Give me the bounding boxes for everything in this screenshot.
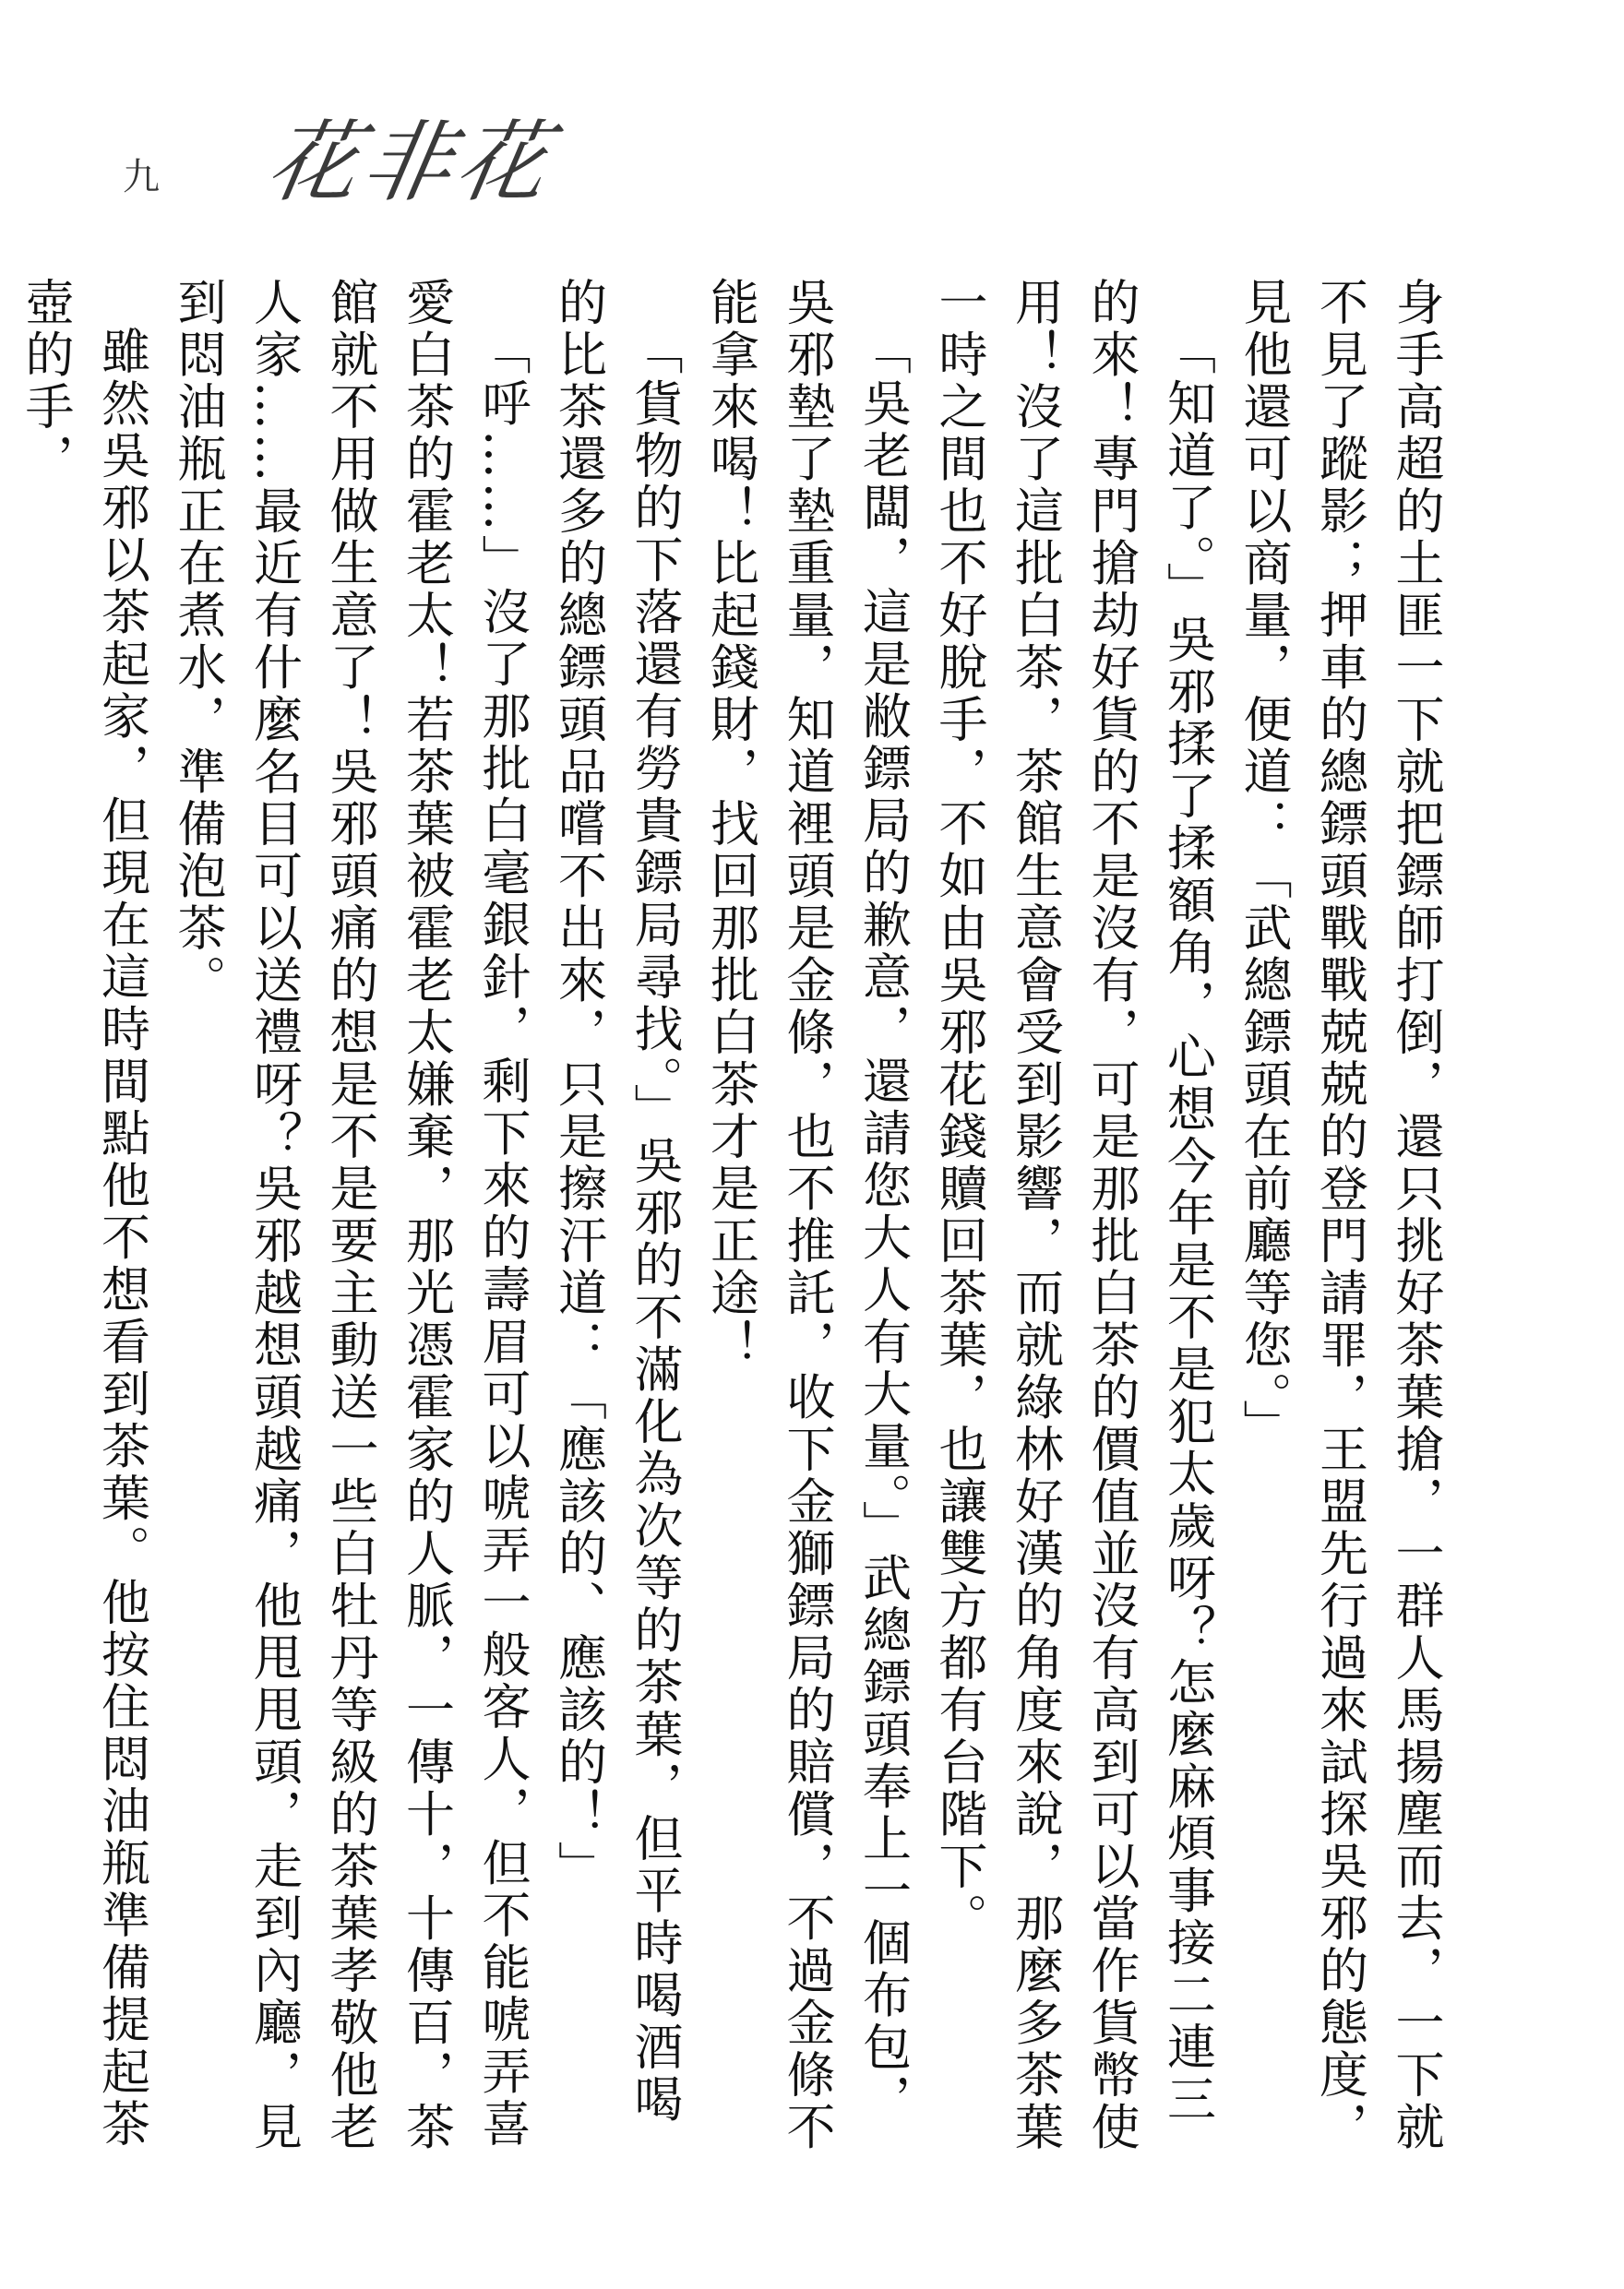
paragraph: 「知道了。」吳邪揉了揉額角，心想今年是不是犯太歲呀？怎麼麻煩事接二連三的來！專門搶劫好貨的不是沒有，可是那批白茶的價值並沒有高到可以當作貨幣使用！沒了這批白茶，茶館生意會受到影響，而就綠林好漢的角度來說，那麼多茶葉一時之間也不好脫手，不如由吳邪花錢贖回茶葉，也讓雙方都有台階下。	[931, 277, 1216, 2153]
page-number: 九	[123, 156, 160, 198]
paragraph: 「吳老闆，這是敝鏢局的歉意，還請您大人有大量。」武總鏢頭奉上一個布包，吳邪墊了墊重量，知道裡頭是金條，也不推託，收下金獅鏢局的賠償，不過金條不能拿來喝！比起錢財，找回那批白茶才是正途！	[702, 277, 912, 2153]
book-title-logo: 花非花	[260, 111, 561, 214]
paragraph-continuation: 身手高超的土匪一下就把鏢師打倒，還只挑好茶葉搶，一群人馬揚塵而去，一下就不見了蹤影；押車的總鏢頭戰戰兢兢的登門請罪，王盟先行過來試探吳邪的態度，見他還可以商量，便道：「武總鏢頭在前廳等您。」	[1236, 277, 1444, 2153]
vertical-text-body	[18, 277, 1453, 2177]
paragraph: 「呼……」沒了那批白毫銀針，剩下來的壽眉可以唬弄一般客人，但不能唬弄喜愛白茶的霍老太！若茶葉被霍老太嫌棄，那光憑霍家的人脈，一傳十，十傳百，茶館就不用做生意了！吳邪頭痛的想是不是要主動送一些白牡丹等級的茶葉孝敬他老人家……最近有什麼名目可以送禮呀？吳邪越想頭越痛，他甩甩頭，走到內廳，見到悶油瓶正在煮水，準備泡茶。	[170, 277, 531, 2153]
paragraph: 雖然吳邪以茶起家，但現在這時間點他不想看到茶葉。他按住悶油瓶準備提起茶壺的手，	[18, 277, 150, 2151]
paragraph: 「貨物的下落還有勞貴鏢局尋找。」吳邪的不滿化為次等的茶葉，但平時喝酒喝的比茶還多的總鏢頭品嚐不出來，只是擦汗道：「應該的、應該的！」	[550, 277, 683, 2126]
